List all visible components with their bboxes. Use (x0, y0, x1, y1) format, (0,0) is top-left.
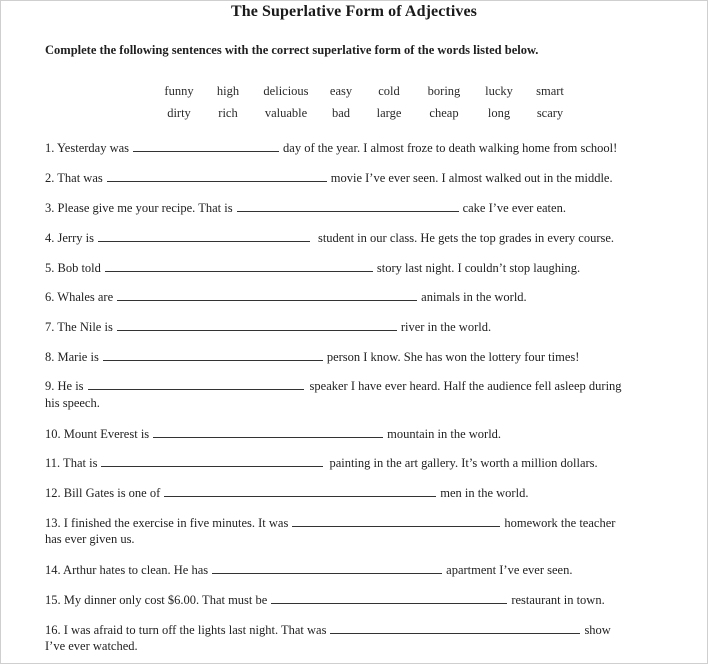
question-9-continuation: his speech. (45, 396, 100, 410)
word-bank-word: easy (329, 83, 353, 98)
question-12 (45, 484, 685, 502)
question-text-before: 14. Arthur hates to clean. He has (45, 563, 209, 577)
word-bank-word: funny (164, 83, 194, 98)
question-text-after: painting in the art gallery. It’s worth a million dollars. (329, 456, 598, 470)
word-bank-word: bad (331, 105, 351, 120)
question-text-after: student in our class. He gets the top grades in every course. (317, 231, 615, 245)
question-16-continuation: I’ve ever watched. (45, 639, 138, 653)
question-text-before: 16. I was afraid to turn off the lights last night. That was (45, 623, 327, 637)
answer-blank[interactable] (98, 229, 310, 242)
question-text-before: 3. Please give me your recipe. That is (45, 201, 233, 215)
question-13-continuation: has ever given us. (45, 532, 135, 546)
word-bank-word: cheap (429, 105, 459, 120)
answer-blank[interactable] (212, 561, 442, 574)
question-4 (45, 229, 685, 247)
question-text-after: river in the world. (400, 320, 492, 334)
question-text-before: 12. Bill Gates is one of (45, 486, 161, 500)
instructions: Complete the following sentences with the correct superlative form of the words listed below. (45, 43, 539, 57)
word-bank-word: dirty (167, 105, 191, 120)
question-text-after: restaurant in town. (511, 593, 605, 607)
answer-blank[interactable] (103, 348, 323, 361)
answer-blank[interactable] (153, 425, 383, 438)
question-7 (45, 318, 685, 336)
answer-blank[interactable] (292, 514, 500, 527)
question-15 (45, 591, 685, 609)
question-14 (45, 561, 685, 579)
word-bank-word: valuable (264, 105, 308, 120)
question-text-after: men in the world. (440, 486, 529, 500)
word-bank-word: high (216, 83, 240, 98)
answer-blank[interactable] (107, 169, 327, 182)
question-9 (45, 377, 685, 395)
answer-blank[interactable] (330, 621, 580, 634)
question-11 (45, 454, 685, 472)
question-text-after: day of the year. I almost froze to death walking home from school! (283, 141, 618, 155)
question-text-after: apartment I’ve ever seen. (446, 563, 573, 577)
question-8 (45, 348, 685, 366)
question-text-after: show (584, 623, 611, 637)
question-text-before: 6. Whales are (45, 290, 114, 304)
word-bank-word: boring (427, 83, 461, 98)
question-text-before: 10. Mount Everest is (45, 427, 150, 441)
question-16 (45, 621, 685, 639)
question-text-before: 13. I finished the exercise in five minutes. It was (45, 516, 289, 530)
question-text-after: person I know. She has won the lottery four times! (326, 350, 580, 364)
question-10 (45, 425, 685, 443)
page-title: The Superlative Form of Adjectives (230, 3, 478, 20)
answer-blank[interactable] (164, 484, 436, 497)
answer-blank[interactable] (237, 199, 459, 212)
question-text-after: homework the teacher (504, 516, 616, 530)
word-bank-word: scary (536, 105, 564, 120)
question-text-before: 8. Marie is (45, 350, 99, 364)
question-text-before: 1. Yesterday was (45, 141, 130, 155)
question-text-after: cake I’ve ever eaten. (462, 201, 566, 215)
question-13 (45, 514, 685, 532)
question-1 (45, 139, 685, 157)
word-bank-row (150, 102, 570, 124)
word-bank-word: long (487, 105, 511, 120)
question-5 (45, 259, 685, 277)
answer-blank[interactable] (101, 454, 323, 467)
question-3 (45, 199, 685, 217)
answer-blank[interactable] (105, 259, 373, 272)
word-bank-row (150, 80, 570, 102)
question-text-after: speaker I have ever heard. Half the audience fell asleep during (309, 379, 622, 393)
word-bank-word: lucky (485, 83, 513, 98)
answer-blank[interactable] (133, 139, 279, 152)
question-text-after: animals in the world. (421, 290, 527, 304)
question-text-after: mountain in the world. (387, 427, 502, 441)
word-bank-word: cold (378, 83, 400, 98)
answer-blank[interactable] (88, 377, 304, 390)
answer-blank[interactable] (271, 591, 507, 604)
question-text-before: 2. That was (45, 171, 103, 185)
word-bank-word: rich (218, 105, 238, 120)
question-text-after: movie I’ve ever seen. I almost walked out in the middle. (330, 171, 613, 185)
question-text-before: 7. The Nile is (45, 320, 113, 334)
answer-blank[interactable] (117, 288, 417, 301)
question-text-before: 11. That is (45, 456, 98, 470)
word-bank-word: large (376, 105, 402, 120)
question-2 (45, 169, 685, 187)
question-text-after: story last night. I couldn’t stop laughing. (376, 261, 581, 275)
word-bank (150, 80, 570, 124)
answer-blank[interactable] (117, 318, 397, 331)
word-bank-word: smart (536, 83, 564, 98)
question-text-before: 9. He is (45, 379, 84, 393)
question-text-before: 4. Jerry is (45, 231, 94, 245)
question-text-before: 15. My dinner only cost $6.00. That must be (45, 593, 268, 607)
question-6 (45, 288, 685, 306)
question-text-before: 5. Bob told (45, 261, 101, 275)
word-bank-word: delicious (263, 83, 309, 98)
